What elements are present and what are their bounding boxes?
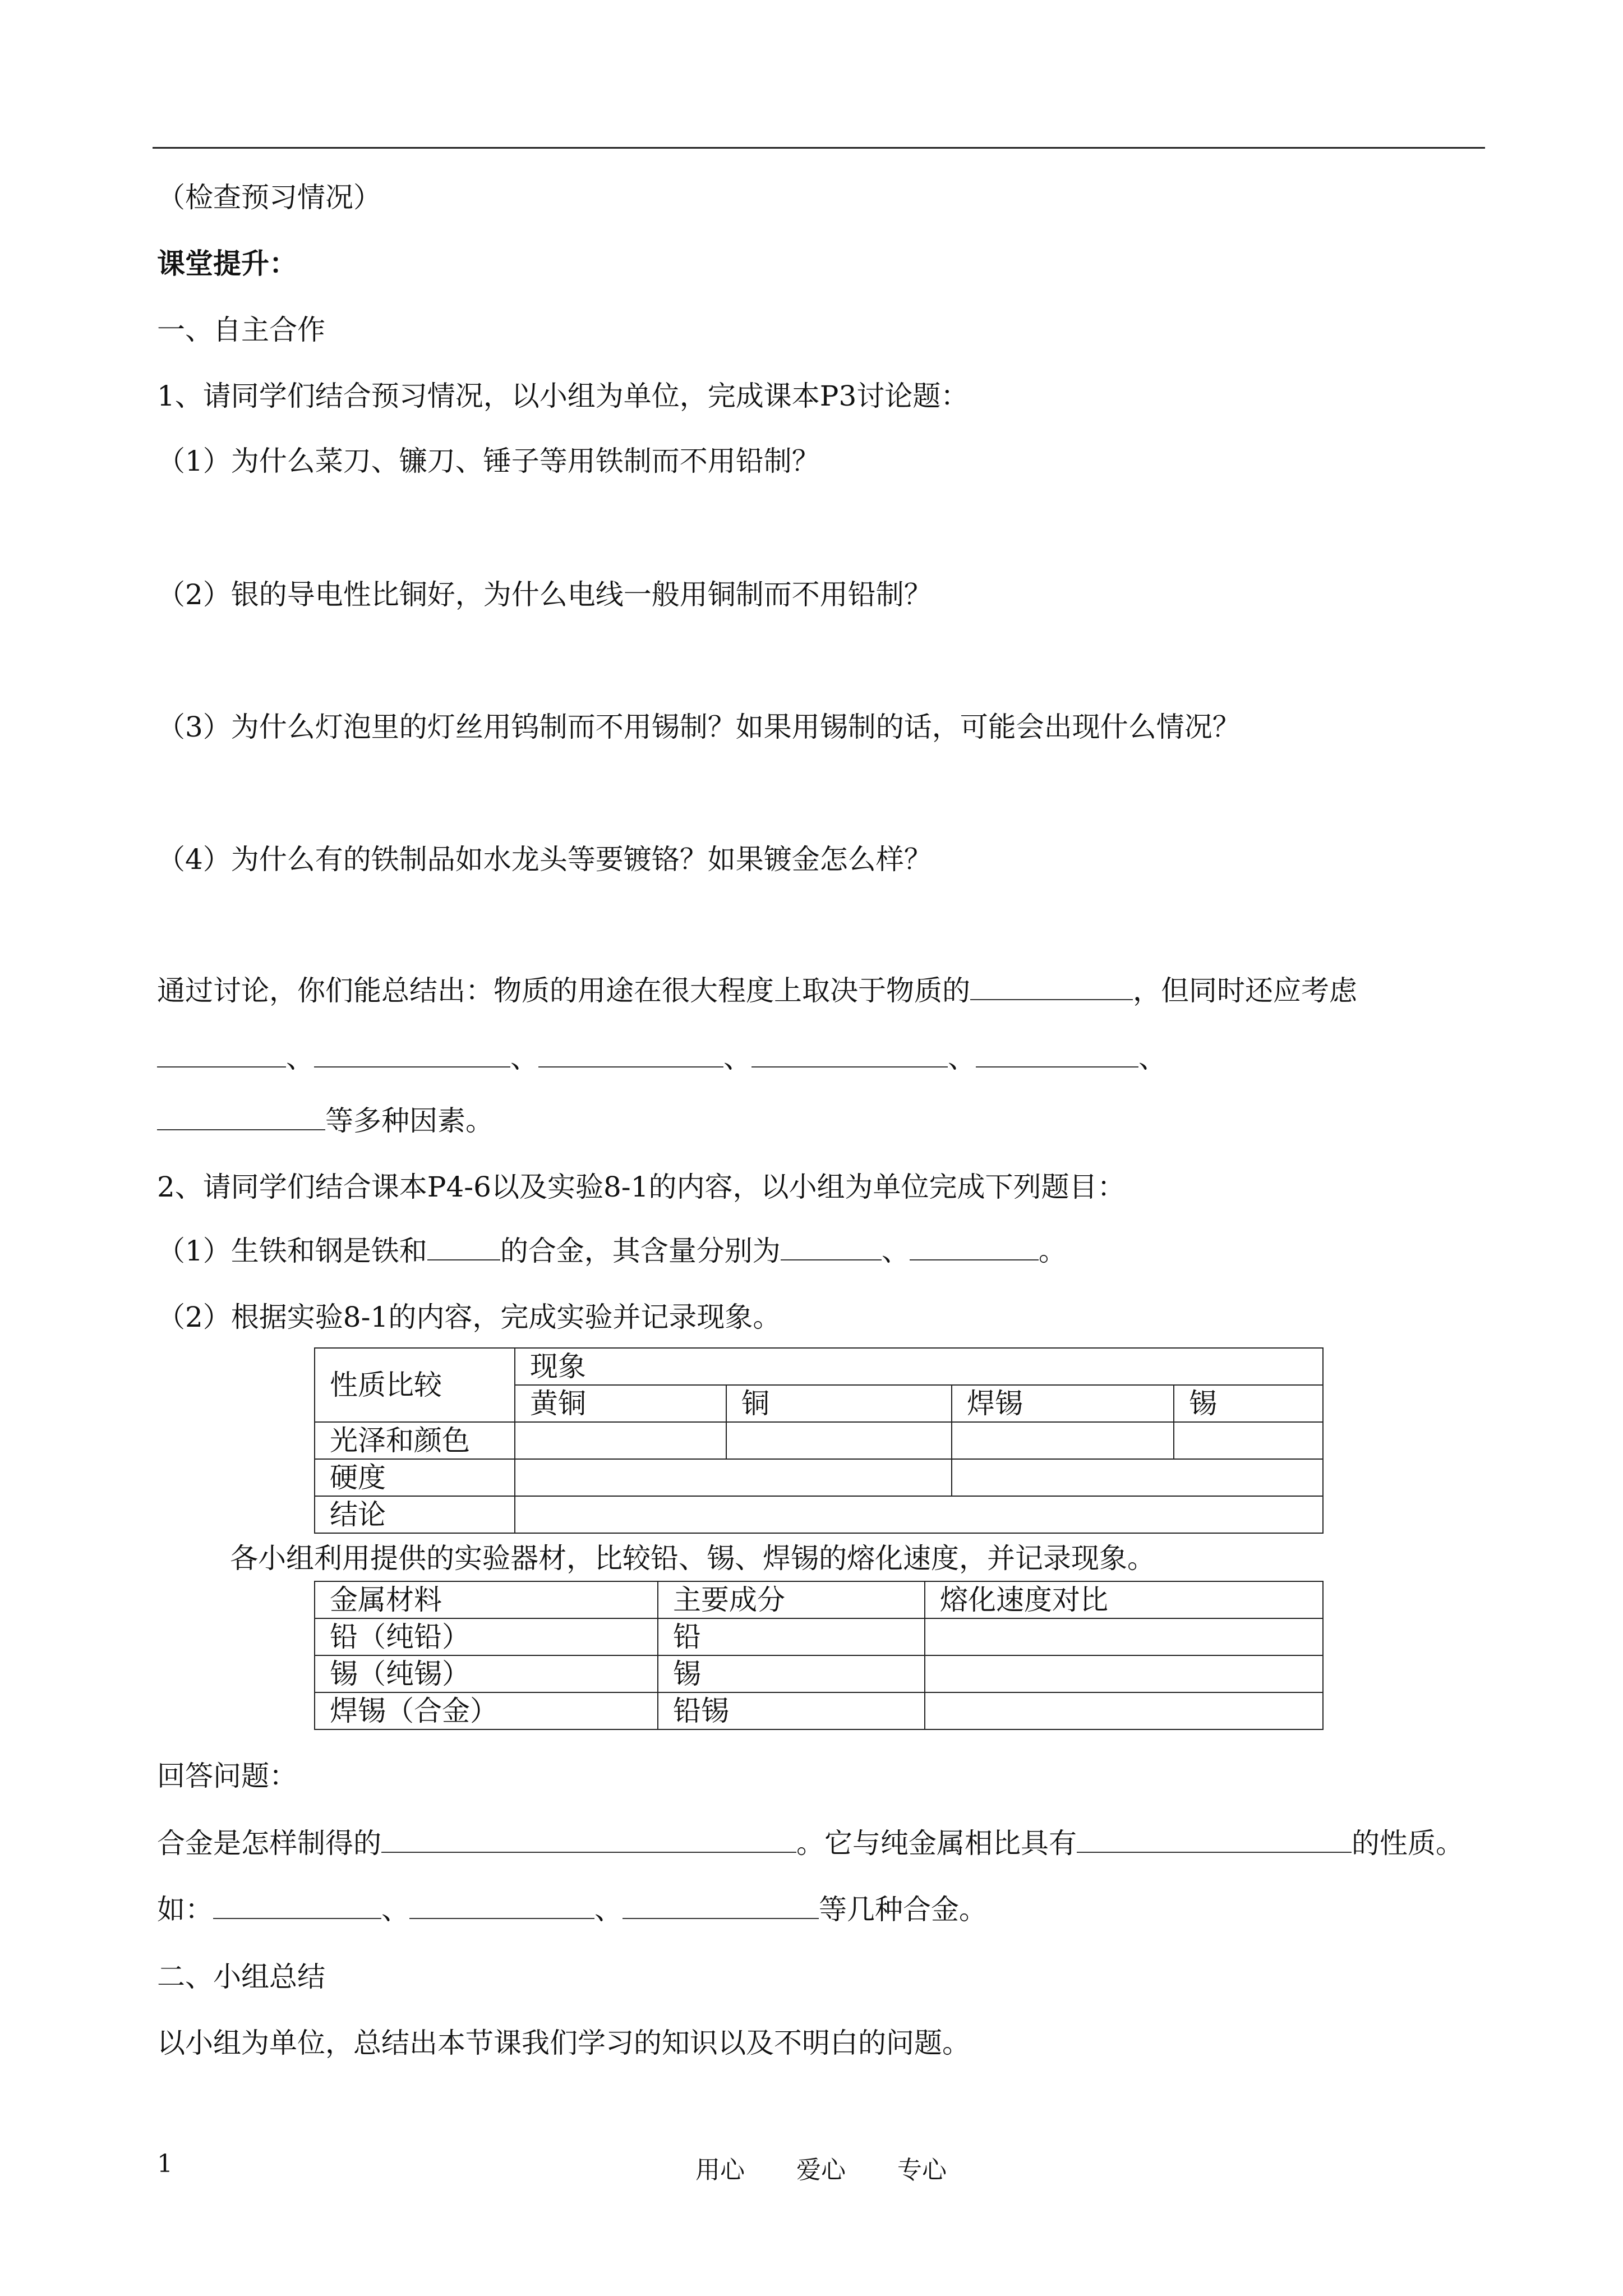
separator: 、 [381,1893,409,1926]
blank-content-1[interactable] [781,1235,882,1260]
blank-example-2[interactable] [409,1893,594,1919]
motto-word: 爱心 [796,2156,846,2184]
blank-factor-5[interactable] [976,1042,1138,1068]
alloy-question [157,1826,1464,1860]
blank-example-1[interactable] [213,1893,381,1919]
table1-cell[interactable] [515,1422,726,1459]
table1-row-conclusion: 结论 [315,1496,515,1533]
task2-text: 2、请同学们结合课本P4-6以及实验8-1的内容，以小组为单位完成下列题目： [157,1171,1126,1203]
separator: 、 [723,1042,751,1074]
section-title: 课堂提升： [157,247,297,280]
blank-element[interactable] [427,1235,500,1260]
table2-melting-cell[interactable] [925,1655,1323,1692]
separator: 、 [510,1042,538,1074]
table2-component: 铅 [658,1618,925,1655]
alloy-text-b: 。它与纯金属相比具有 [796,1827,1077,1860]
table2-intro: 各小组利用提供的实验器材，比较铅、锡、焊锡的熔化速度，并记录现象。 [230,1542,1155,1575]
t2q1-text-a: （1）生铁和钢是铁和 [157,1235,427,1267]
question-2: （2）银的导电性比铜好，为什么电线一般用铜制而不用铅制？ [157,578,932,611]
separator: 、 [594,1893,623,1926]
alloy-text-a: 合金是怎样制得的 [157,1827,381,1860]
table1-row-hardness: 硬度 [315,1459,515,1496]
blank-factor-6[interactable] [157,1105,325,1130]
header-rule [153,147,1485,149]
task2-question-2: （2）根据实验8-1的内容，完成实验并记录现象。 [157,1301,781,1333]
blank-factor-1[interactable] [157,1042,286,1068]
summary-end: 等多种因素。 [325,1105,494,1137]
blank-example-3[interactable] [623,1893,819,1919]
table1-cell[interactable] [726,1422,952,1459]
table1-cell[interactable] [1174,1422,1323,1459]
table1-cell[interactable] [952,1459,1323,1496]
answer-heading: 回答问题： [157,1760,297,1792]
blank-factor-3[interactable] [538,1042,723,1068]
table1-metal-copper: 铜 [726,1385,952,1422]
table1-metal-tin: 锡 [1174,1385,1323,1422]
blank-factor-2[interactable] [314,1042,510,1068]
question-3: （3）为什么灯泡里的灯丝用钨制而不用锡制？如果用锡制的话，可能会出现什么情况？ [157,711,1241,743]
table1-header-phenomenon: 现象 [515,1348,1323,1385]
alloy-examples [157,1893,987,1926]
summary-line-3 [157,1104,494,1138]
task1-text: 1、请同学们结合预习情况，以小组为单位，完成课本P3讨论题： [157,380,969,412]
t2q1-end: 。 [1038,1235,1067,1267]
table2-header-material: 金属材料 [315,1581,658,1618]
motto-word: 用心 [695,2156,745,2184]
page-number: 1 [157,2150,173,2178]
table1-metal-brass: 黄铜 [515,1385,726,1422]
intro-note: （检查预习情况） [157,181,381,214]
alloy-text-c: 的性质。 [1352,1827,1464,1860]
examples-end: 等几种合金。 [819,1893,987,1926]
separator: 、 [881,1235,910,1267]
table2-header-component: 主要成分 [658,1581,925,1618]
blank-alloy-method[interactable] [381,1827,796,1853]
part2-text: 以小组为单位，总结出本节课我们学习的知识以及不明白的问题。 [157,2027,970,2059]
table1-metal-solder: 焊锡 [952,1385,1174,1422]
part1-heading: 一、自主合作 [157,314,325,346]
summary-line-2 [157,1041,1166,1075]
table1-header-property: 性质比较 [315,1348,515,1422]
blank-content-2[interactable] [910,1235,1039,1260]
table2-material: 焊锡（合金） [315,1692,658,1729]
blank-factor-4[interactable] [751,1042,948,1068]
table2-component: 锡 [658,1655,925,1692]
t2q1-text-b: 的合金，其含量分别为 [500,1235,781,1267]
table2-component: 铅锡 [658,1692,925,1729]
table2-melting-cell[interactable] [925,1618,1323,1655]
experiment-table [314,1347,1324,1534]
motto-word: 专心 [897,2156,947,2184]
table2-material: 锡（纯锡） [315,1655,658,1692]
blank-alloy-property[interactable] [1077,1827,1352,1853]
table2-material: 铅（纯铅） [315,1618,658,1655]
summary-text-a: 通过讨论，你们能总结出：物质的用途在很大程度上取决于物质的 [157,974,970,1007]
table2-melting-cell[interactable] [925,1692,1323,1729]
summary-text-b: ，但同时还应考虑 [1133,974,1357,1007]
summary-line-1 [157,974,1357,1007]
table1-cell[interactable] [952,1422,1174,1459]
part2-heading: 二、小组总结 [157,1961,325,1993]
question-1: （1）为什么菜刀、镰刀、锤子等用铁制而不用铅制？ [157,445,820,477]
separator: 、 [1138,1042,1166,1074]
melting-table [314,1581,1324,1730]
separator: 、 [286,1042,314,1074]
table1-cell[interactable] [515,1496,1323,1533]
task2-question-1 [157,1234,1067,1268]
table2-header-melting: 熔化速度对比 [925,1581,1323,1618]
table1-cell[interactable] [515,1459,952,1496]
question-4: （4）为什么有的铁制品如水龙头等要镀铬？如果镀金怎么样？ [157,843,932,876]
examples-text-a: 如： [157,1893,213,1926]
table1-row-luster: 光泽和颜色 [315,1422,515,1459]
separator: 、 [948,1042,976,1074]
blank-property[interactable] [970,974,1133,1000]
footer-motto [695,2150,998,2185]
